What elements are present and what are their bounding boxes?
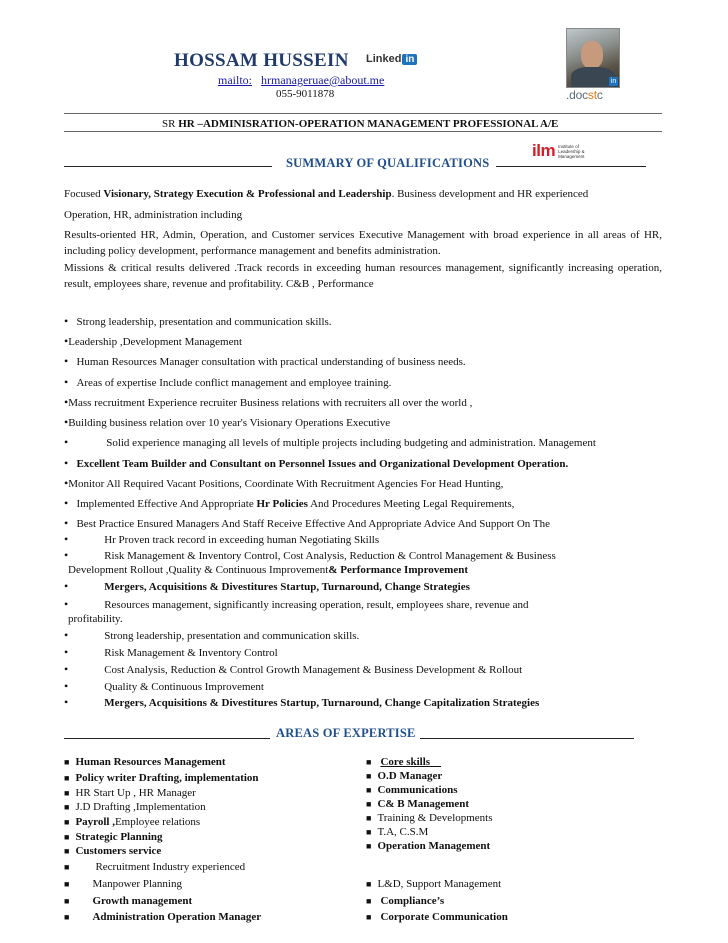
expertise-item: ■ Corporate Communication [366, 911, 508, 923]
expertise-rule-left [64, 738, 270, 739]
docstoc-logo [566, 88, 603, 102]
expertise-item: ■ O.D Manager [366, 770, 443, 782]
summary-paragraph-3: Results-oriented HR, Admin, Operation, and Customer services Executive Management with broad experience in all areas of HR, including policy development, performance management and benefits administration. [64, 229, 662, 257]
expertise-item: ■ Growth management [64, 895, 193, 907]
summary-bullet: • Areas of expertise Include conflict management and employee training. [64, 375, 392, 389]
linkedin-logo-box: in [402, 54, 417, 65]
ilm-logo-text: Institute of Leadership & Management [558, 143, 585, 159]
summary-bullet-continuation: Development Rollout ,Quality & Continuous Improvement& Performance Improvement [68, 564, 469, 576]
summary-bullet-continuation: profitability. [68, 613, 123, 625]
header-bottom-rule [64, 131, 662, 132]
expertise-item: ■ Administration Operation Manager [64, 911, 262, 923]
linkedin-badge-icon: in [610, 78, 617, 85]
expertise-item: ■ Operation Management [366, 840, 491, 852]
expertise-rule-right [420, 738, 634, 739]
expertise-heading: AREAS OF EXPERTISE [276, 726, 416, 740]
summary-bullet: • Quality & Continuous Improvement [64, 679, 264, 693]
summary-rule-left [64, 166, 272, 167]
expertise-item: ■ Recruitment Industry experienced [64, 861, 246, 873]
ilm-logo-mark: ilm [532, 141, 556, 160]
expertise-item: ■ Manpower Planning [64, 878, 182, 890]
mailto-label[interactable]: mailto: [218, 73, 252, 87]
summary-bullet: •Mass recruitment Experience recruiter Business relations with recruiters all over the world , [64, 395, 473, 409]
summary-bullet: • Strong leadership, presentation and communication skills. [64, 314, 332, 328]
summary-bullet: • Cost Analysis, Reduction & Control Growth Management & Business Development & Rollout [64, 662, 523, 676]
summary-paragraph-4: Missions & critical results delivered .Track records in exceeding human resources management, significantly increasing operation, result, employees share, revenue and profitability. C&B , Performance [64, 262, 662, 290]
summary-bullet: • Risk Management & Inventory Control, Cost Analysis, Reduction & Control Management & Business [64, 548, 556, 562]
summary-bullet: • Mergers, Acquisitions & Divestitures Startup, Turnaround, Change Strategies [64, 579, 470, 593]
expertise-item: ■ L&D, Support Management [366, 878, 502, 890]
expertise-item: ■ Human Resources Management [64, 756, 226, 768]
summary-rule-right [496, 166, 646, 167]
candidate-name: HOSSAM HUSSEIN [174, 50, 349, 71]
expertise-item: ■ Compliance’s [366, 895, 445, 907]
summary-bullet: • Mergers, Acquisitions & Divestitures Startup, Turnaround, Change Capitalization Strategies [64, 695, 540, 709]
summary-paragraph-1: Focused Visionary, Strategy Execution & Professional and Leadership. Business development and HR experienced [64, 188, 589, 200]
expertise-item: ■ Strategic Planning [64, 831, 163, 843]
expertise-item: ■ Communications [366, 784, 458, 796]
expertise-item: ■ J.D Drafting ,Implementation [64, 801, 206, 813]
summary-bullet: •Leadership ,Development Management [64, 334, 243, 348]
email-link[interactable] [218, 73, 384, 88]
summary-bullet: • Risk Management & Inventory Control [64, 645, 278, 659]
summary-bullet: • Human Resources Manager consultation with practical understanding of business needs. [64, 354, 466, 368]
summary-bullet: • Implemented Effective And Appropriate Hr Policies And Procedures Meeting Legal Requirements, [64, 496, 515, 510]
header-top-rule [64, 113, 662, 114]
summary-bullet: • Strong leadership, presentation and communication skills. [64, 628, 360, 642]
expertise-item: ■ Training & Developments [366, 812, 493, 824]
expertise-item: ■ C& B Management [366, 798, 470, 810]
linkedin-logo[interactable] [366, 52, 417, 66]
summary-paragraph-2: Operation, HR, administration including [64, 209, 243, 221]
email-address[interactable]: hrmanageruae@about.me [261, 73, 385, 87]
profile-photo [566, 28, 620, 88]
expertise-item: ■ HR Start Up , HR Manager [64, 787, 196, 799]
summary-bullet: • Hr Proven track record in exceeding human Negotiating Skills [64, 532, 380, 546]
summary-bullet: • Resources management, significantly increasing operation, result, employees share, revenue and [64, 597, 529, 611]
docstoc-part-c: c [596, 88, 603, 102]
expertise-item: ■ Policy writer Drafting, implementation [64, 772, 259, 784]
expertise-item: ■ Payroll ,Employee relations [64, 816, 201, 828]
ilm-logo [532, 141, 594, 161]
summary-bullet: • Excellent Team Builder and Consultant on Personnel Issues and Organizational Development Operation. [64, 456, 569, 470]
job-title-text: HR –ADMINISRATION-OPERATION MANAGEMENT PROFESSIONAL A/E [178, 118, 559, 130]
expertise-item: ■ Customers service [64, 845, 162, 857]
job-title [162, 118, 558, 130]
expertise-item: ■ Core skills [366, 756, 431, 768]
photo-face [581, 41, 603, 69]
summary-bullet: • Solid experience managing all levels of multiple projects including budgeting and administration. Management [64, 435, 596, 449]
summary-bullet: •Monitor All Required Vacant Positions, Coordinate With Recruitment Agencies For Head Hunting, [64, 476, 504, 490]
linkedin-logo-text: Linked [366, 53, 402, 65]
summary-heading: SUMMARY OF QUALIFICATIONS [286, 156, 490, 170]
summary-bullet: •Building business relation over 10 year's Visionary Operations Executive [64, 415, 391, 429]
summary-bullet: • Best Practice Ensured Managers And Staff Receive Effective And Appropriate Advice And Support On The [64, 516, 550, 530]
phone-number: 055-9011878 [276, 88, 335, 100]
docstoc-part-a: .doc [566, 88, 588, 102]
job-title-prefix: SR [162, 118, 176, 130]
docstoc-part-b: st [587, 88, 597, 102]
expertise-item: ■ T.A, C.S.M [366, 826, 429, 838]
